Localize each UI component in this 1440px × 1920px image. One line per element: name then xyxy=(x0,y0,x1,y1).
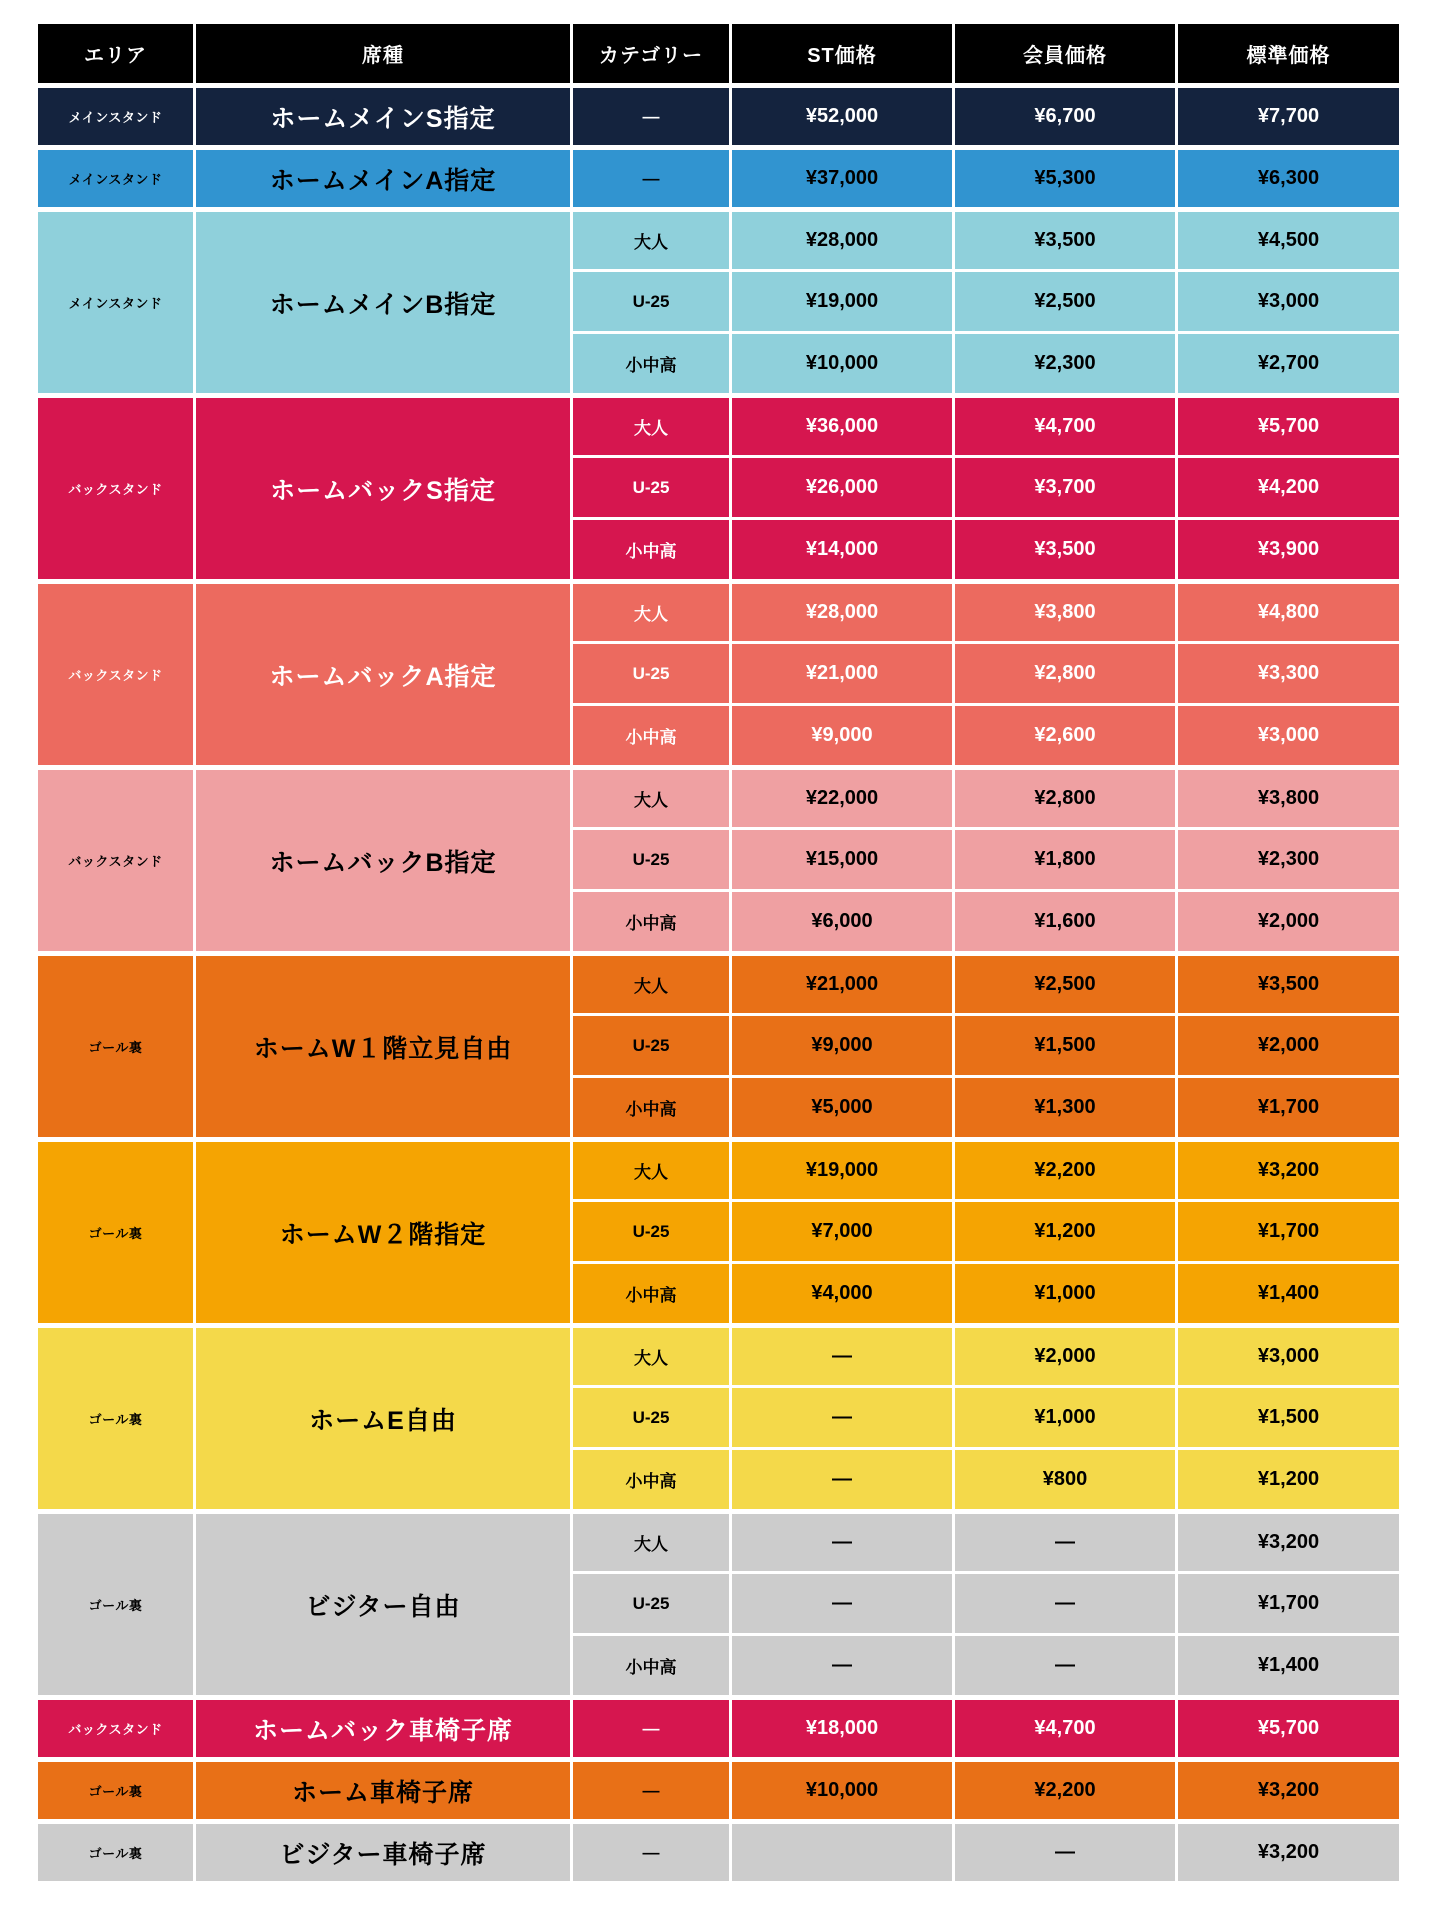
category-cell: 大人 xyxy=(573,768,732,830)
category-cell: 小中高 xyxy=(573,1636,732,1698)
standard-price-cell: ¥3,000 xyxy=(1178,1326,1402,1388)
table-row xyxy=(38,954,1402,1016)
member-price-cell: ¥1,500 xyxy=(955,1016,1178,1078)
standard-price-cell: ¥3,000 xyxy=(1178,272,1402,334)
st-price-cell: — xyxy=(732,1326,955,1388)
standard-price-cell: ¥3,300 xyxy=(1178,644,1402,706)
member-price-cell: ¥3,500 xyxy=(955,210,1178,272)
column-header-3: ST価格 xyxy=(732,24,955,86)
standard-price-cell: ¥4,500 xyxy=(1178,210,1402,272)
category-cell: 小中高 xyxy=(573,334,732,396)
standard-price-cell: ¥1,700 xyxy=(1178,1574,1402,1636)
member-price-cell: ¥2,500 xyxy=(955,272,1178,334)
seat-cell: ホームW２階指定 xyxy=(196,1140,573,1326)
table-row xyxy=(38,1512,1402,1574)
area-cell: バックスタンド xyxy=(38,582,196,768)
st-price-cell: ¥52,000 xyxy=(732,86,955,148)
area-cell: ゴール裏 xyxy=(38,1760,196,1822)
area-cell: バックスタンド xyxy=(38,1698,196,1760)
member-price-cell: ¥800 xyxy=(955,1450,1178,1512)
area-cell: メインスタンド xyxy=(38,148,196,210)
member-price-cell: ¥1,200 xyxy=(955,1202,1178,1264)
st-price-cell: ¥37,000 xyxy=(732,148,955,210)
table-row xyxy=(38,1698,1402,1760)
category-cell: 大人 xyxy=(573,1512,732,1574)
table-row xyxy=(38,1326,1402,1388)
standard-price-cell: ¥3,200 xyxy=(1178,1822,1402,1884)
table-row xyxy=(38,86,1402,148)
category-cell: 小中高 xyxy=(573,892,732,954)
standard-price-cell: ¥1,400 xyxy=(1178,1264,1402,1326)
seat-cell: ビジター車椅子席 xyxy=(196,1822,573,1884)
table-row xyxy=(38,1140,1402,1202)
standard-price-cell: ¥2,300 xyxy=(1178,830,1402,892)
st-price-cell: ¥14,000 xyxy=(732,520,955,582)
member-price-cell: — xyxy=(955,1822,1178,1884)
category-cell: U-25 xyxy=(573,272,732,334)
price-table-body xyxy=(38,86,1402,1884)
area-cell: バックスタンド xyxy=(38,768,196,954)
member-price-cell: ¥2,200 xyxy=(955,1140,1178,1202)
area-cell: メインスタンド xyxy=(38,210,196,396)
member-price-cell: ¥2,200 xyxy=(955,1760,1178,1822)
category-cell: 小中高 xyxy=(573,1078,732,1140)
category-cell: 小中高 xyxy=(573,1264,732,1326)
standard-price-cell: ¥7,700 xyxy=(1178,86,1402,148)
seat-cell: ホームバックA指定 xyxy=(196,582,573,768)
standard-price-cell: ¥3,800 xyxy=(1178,768,1402,830)
standard-price-cell: ¥4,200 xyxy=(1178,458,1402,520)
table-row xyxy=(38,582,1402,644)
category-cell: U-25 xyxy=(573,1202,732,1264)
category-cell: U-25 xyxy=(573,644,732,706)
st-price-cell: ¥22,000 xyxy=(732,768,955,830)
seat-cell: ビジター自由 xyxy=(196,1512,573,1698)
column-header-0: エリア xyxy=(38,24,196,86)
st-price-cell xyxy=(732,1822,955,1884)
category-cell: — xyxy=(573,1760,732,1822)
st-price-cell: ¥18,000 xyxy=(732,1698,955,1760)
category-cell: 大人 xyxy=(573,396,732,458)
header-row xyxy=(38,24,1402,86)
standard-price-cell: ¥1,700 xyxy=(1178,1202,1402,1264)
st-price-cell: ¥28,000 xyxy=(732,210,955,272)
member-price-cell: ¥2,500 xyxy=(955,954,1178,1016)
area-cell: ゴール裏 xyxy=(38,1140,196,1326)
member-price-cell: ¥1,600 xyxy=(955,892,1178,954)
standard-price-cell: ¥3,500 xyxy=(1178,954,1402,1016)
standard-price-cell: ¥1,400 xyxy=(1178,1636,1402,1698)
area-cell: メインスタンド xyxy=(38,86,196,148)
st-price-cell: ¥19,000 xyxy=(732,1140,955,1202)
seat-cell: ホームバックS指定 xyxy=(196,396,573,582)
category-cell: U-25 xyxy=(573,830,732,892)
seat-cell: ホームE自由 xyxy=(196,1326,573,1512)
st-price-cell: ¥26,000 xyxy=(732,458,955,520)
st-price-cell: ¥19,000 xyxy=(732,272,955,334)
member-price-cell: — xyxy=(955,1636,1178,1698)
st-price-cell: ¥28,000 xyxy=(732,582,955,644)
table-row xyxy=(38,1760,1402,1822)
st-price-cell: ¥21,000 xyxy=(732,954,955,1016)
category-cell: U-25 xyxy=(573,458,732,520)
area-cell: ゴール裏 xyxy=(38,1512,196,1698)
category-cell: U-25 xyxy=(573,1388,732,1450)
standard-price-cell: ¥1,500 xyxy=(1178,1388,1402,1450)
st-price-cell: ¥7,000 xyxy=(732,1202,955,1264)
column-header-4: 会員価格 xyxy=(955,24,1178,86)
member-price-cell: ¥5,300 xyxy=(955,148,1178,210)
column-header-2: カテゴリー xyxy=(573,24,732,86)
table-row xyxy=(38,396,1402,458)
table-row xyxy=(38,768,1402,830)
table-row xyxy=(38,148,1402,210)
standard-price-cell: ¥3,200 xyxy=(1178,1760,1402,1822)
seat-cell: ホームメインA指定 xyxy=(196,148,573,210)
seat-cell: ホームW１階立見自由 xyxy=(196,954,573,1140)
standard-price-cell: ¥5,700 xyxy=(1178,1698,1402,1760)
category-cell: 大人 xyxy=(573,210,732,272)
price-table xyxy=(38,24,1402,1884)
member-price-cell: ¥2,600 xyxy=(955,706,1178,768)
category-cell: — xyxy=(573,1822,732,1884)
category-cell: 大人 xyxy=(573,954,732,1016)
st-price-cell: — xyxy=(732,1636,955,1698)
category-cell: U-25 xyxy=(573,1574,732,1636)
category-cell: U-25 xyxy=(573,1016,732,1078)
standard-price-cell: ¥3,000 xyxy=(1178,706,1402,768)
standard-price-cell: ¥3,200 xyxy=(1178,1512,1402,1574)
standard-price-cell: ¥2,000 xyxy=(1178,892,1402,954)
st-price-cell: ¥36,000 xyxy=(732,396,955,458)
category-cell: 小中高 xyxy=(573,1450,732,1512)
st-price-cell: — xyxy=(732,1450,955,1512)
st-price-cell: ¥6,000 xyxy=(732,892,955,954)
member-price-cell: ¥3,800 xyxy=(955,582,1178,644)
st-price-cell: ¥15,000 xyxy=(732,830,955,892)
seat-cell: ホームバック車椅子席 xyxy=(196,1698,573,1760)
st-price-cell: ¥9,000 xyxy=(732,1016,955,1078)
st-price-cell: ¥10,000 xyxy=(732,1760,955,1822)
category-cell: 大人 xyxy=(573,1140,732,1202)
member-price-cell: ¥2,800 xyxy=(955,768,1178,830)
member-price-cell: — xyxy=(955,1574,1178,1636)
standard-price-cell: ¥6,300 xyxy=(1178,148,1402,210)
member-price-cell: — xyxy=(955,1512,1178,1574)
category-cell: 大人 xyxy=(573,582,732,644)
table-row xyxy=(38,1822,1402,1884)
seat-cell: ホーム車椅子席 xyxy=(196,1760,573,1822)
member-price-cell: ¥1,300 xyxy=(955,1078,1178,1140)
st-price-cell: ¥5,000 xyxy=(732,1078,955,1140)
standard-price-cell: ¥1,700 xyxy=(1178,1078,1402,1140)
category-cell: — xyxy=(573,148,732,210)
st-price-cell: — xyxy=(732,1512,955,1574)
st-price-cell: — xyxy=(732,1574,955,1636)
standard-price-cell: ¥3,900 xyxy=(1178,520,1402,582)
standard-price-cell: ¥2,000 xyxy=(1178,1016,1402,1078)
member-price-cell: ¥4,700 xyxy=(955,1698,1178,1760)
area-cell: ゴール裏 xyxy=(38,1822,196,1884)
standard-price-cell: ¥5,700 xyxy=(1178,396,1402,458)
seat-cell: ホームメインB指定 xyxy=(196,210,573,396)
category-cell: 小中高 xyxy=(573,520,732,582)
column-header-1: 席種 xyxy=(196,24,573,86)
st-price-cell: ¥9,000 xyxy=(732,706,955,768)
member-price-cell: ¥1,800 xyxy=(955,830,1178,892)
area-cell: ゴール裏 xyxy=(38,954,196,1140)
st-price-cell: ¥21,000 xyxy=(732,644,955,706)
category-cell: — xyxy=(573,1698,732,1760)
st-price-cell: — xyxy=(732,1388,955,1450)
member-price-cell: ¥4,700 xyxy=(955,396,1178,458)
member-price-cell: ¥2,300 xyxy=(955,334,1178,396)
category-cell: 大人 xyxy=(573,1326,732,1388)
member-price-cell: ¥1,000 xyxy=(955,1388,1178,1450)
member-price-cell: ¥2,800 xyxy=(955,644,1178,706)
standard-price-cell: ¥2,700 xyxy=(1178,334,1402,396)
seat-cell: ホームメインS指定 xyxy=(196,86,573,148)
standard-price-cell: ¥4,800 xyxy=(1178,582,1402,644)
category-cell: — xyxy=(573,86,732,148)
category-cell: 小中高 xyxy=(573,706,732,768)
area-cell: バックスタンド xyxy=(38,396,196,582)
standard-price-cell: ¥3,200 xyxy=(1178,1140,1402,1202)
table-row xyxy=(38,210,1402,272)
member-price-cell: ¥3,700 xyxy=(955,458,1178,520)
st-price-cell: ¥10,000 xyxy=(732,334,955,396)
st-price-cell: ¥4,000 xyxy=(732,1264,955,1326)
column-header-5: 標準価格 xyxy=(1178,24,1402,86)
standard-price-cell: ¥1,200 xyxy=(1178,1450,1402,1512)
member-price-cell: ¥3,500 xyxy=(955,520,1178,582)
seat-cell: ホームバックB指定 xyxy=(196,768,573,954)
member-price-cell: ¥2,000 xyxy=(955,1326,1178,1388)
area-cell: ゴール裏 xyxy=(38,1326,196,1512)
member-price-cell: ¥6,700 xyxy=(955,86,1178,148)
member-price-cell: ¥1,000 xyxy=(955,1264,1178,1326)
